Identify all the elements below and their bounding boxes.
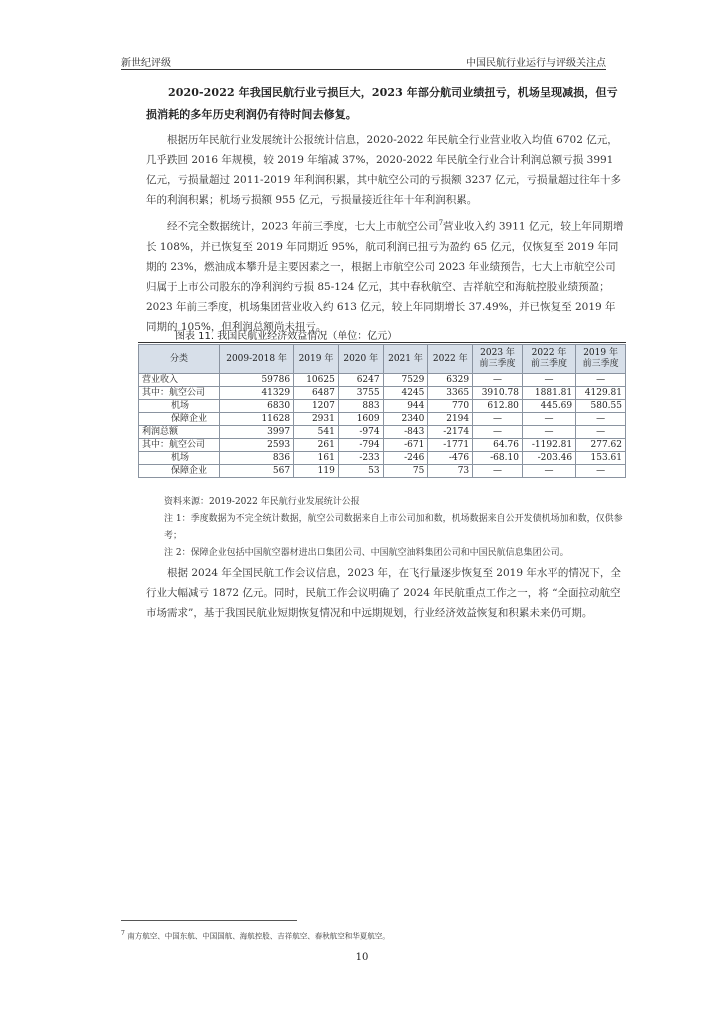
table-cell: -476 — [428, 452, 473, 465]
table-cell: 567 — [220, 465, 294, 478]
table-cell: 161 — [294, 452, 339, 465]
footnote — [121, 930, 390, 942]
table-cell: — — [473, 465, 523, 478]
table-cell: 3755 — [338, 387, 383, 400]
table-cell: 6247 — [338, 374, 383, 387]
table-row — [139, 413, 626, 426]
table-note-1: 注 1：季度数据为不完全统计数据，航空公司数据来自上市公司加和数，机场数据来自公开发债机场加和数，仅供参考； — [164, 514, 623, 541]
table-cell: 73 — [428, 465, 473, 478]
table-cell: -1771 — [428, 439, 473, 452]
table-row — [139, 374, 626, 387]
table-cell: 153.61 — [576, 452, 626, 465]
table-cell: — — [576, 374, 626, 387]
table-cell: 580.55 — [576, 400, 626, 413]
footnote-ref[interactable]: 7 — [438, 219, 444, 227]
table-cell: -233 — [338, 452, 383, 465]
table-cell: 770 — [428, 400, 473, 413]
table-cell: — — [576, 413, 626, 426]
table-row — [139, 426, 626, 439]
table-cell: 3910.78 — [473, 387, 523, 400]
table-cell: -671 — [383, 439, 428, 452]
table-row — [139, 387, 626, 400]
table-cell: -2174 — [428, 426, 473, 439]
paragraph-2024-outlook: 根据 2024 年全国民航工作会议信息，2023 年，在飞行量逐步恢复至 2019 年水平的情况下，全行业大幅减亏 1872 亿元。同时，民航工作会议明确了 2024 年民航重点工作之一，将 “全面拉动航空市场需求”，基于我国民航业短期恢复情况和中远期规划，行业经济效益恢复和积累未来仍可期。 — [146, 567, 621, 619]
table-cell: 7529 — [383, 374, 428, 387]
table-cell: 883 — [338, 400, 383, 413]
table-cell: — — [522, 465, 575, 478]
table-cell: 11628 — [220, 413, 294, 426]
table-header-cell: 2022 年 前三季度 — [522, 345, 575, 374]
table-row-label: 机场 — [139, 400, 220, 413]
table-cell: 445.69 — [522, 400, 575, 413]
table-cell: -68.10 — [473, 452, 523, 465]
table-cell: 2194 — [428, 413, 473, 426]
table-note-2: 注 2：保障企业包括中国航空器材进出口集团公司、中国航空油料集团公司和中国民航信息集团公司。 — [164, 548, 569, 558]
paragraph-listed-airlines-part1: 经不完全数据统计，2023 年前三季度，七大上市航空公司 — [167, 220, 439, 233]
table-cell: — — [473, 374, 523, 387]
table-row-label: 营业收入 — [139, 374, 220, 387]
table-cell: 119 — [294, 465, 339, 478]
table-cell: -843 — [383, 426, 428, 439]
table-header-row — [139, 345, 626, 374]
table-cell: 6329 — [428, 374, 473, 387]
table-cell: 1881.81 — [522, 387, 575, 400]
table-cell: 64.76 — [473, 439, 523, 452]
header-publisher: 新世纪评级 — [121, 58, 171, 69]
table-cell: 75 — [383, 465, 428, 478]
table-cell: — — [576, 465, 626, 478]
table-cell: -1192.81 — [522, 439, 575, 452]
header-report-title: 中国民航行业运行与评级关注点 — [466, 58, 606, 69]
table-cell: — — [473, 426, 523, 439]
table-header-cell: 2019 年 前三季度 — [576, 345, 626, 374]
table-cell: 6830 — [220, 400, 294, 413]
table-cell: -246 — [383, 452, 428, 465]
table-row-label: 保障企业 — [139, 465, 220, 478]
table-cell: 6487 — [294, 387, 339, 400]
table-title: 图表 11. 我国民航业经济效益情况（单位：亿元） — [175, 331, 398, 342]
header-divider — [121, 69, 606, 70]
table-cell: — — [522, 413, 575, 426]
table-row-label: 机场 — [139, 452, 220, 465]
table-cell: 944 — [383, 400, 428, 413]
table-cell: 541 — [294, 426, 339, 439]
page-number: 10 — [355, 952, 369, 963]
economic-benefit-table — [138, 344, 626, 478]
table-cell: 2593 — [220, 439, 294, 452]
table-cell: 277.62 — [576, 439, 626, 452]
paragraph-listed-airlines-part2: 营业收入约 3911 亿元，较上年同期增长 108%，并已恢复至 2019 年同期近 95%，航司利润已扭亏为盈约 65 亿元，仅恢复至 2019 年同期的 23%，燃油成本攀升是主要因素之一，根据上市航空公司 2023 年业绩预告，七大上市航空公司归属于上市公司股东的净利润约亏损 85-124 亿元，其中春秋航空、吉祥航空和海航控股业绩预盈；2023 年前三季度，机场集团营业收入约 613 亿元，较上年同期增长 37.49%，并已恢复至 2019 年同期的 105%，但利润总额尚未扭亏。 — [146, 220, 624, 333]
footnote-mark: 7 — [121, 930, 125, 937]
table-row — [139, 465, 626, 478]
table-row — [139, 439, 626, 452]
table-cell: -794 — [338, 439, 383, 452]
table-cell: 10625 — [294, 374, 339, 387]
paragraph-listed-airlines — [146, 213, 624, 337]
table-header-cell: 2022 年 — [428, 345, 473, 374]
table-cell: 59786 — [220, 374, 294, 387]
table-cell: 3365 — [428, 387, 473, 400]
table-header-cell: 2023 年 前三季度 — [473, 345, 523, 374]
table-header-cell: 2021 年 — [383, 345, 428, 374]
table-cell: — — [522, 374, 575, 387]
footnote-divider — [121, 920, 297, 921]
section-heading-paragraph: 2020-2022 年我国民航行业亏损巨大，2023 年部分航司业绩扭亏，机场呈现减损，但亏损消耗的多年历史利润仍有待时间去修复。 — [146, 86, 618, 121]
table-cell: 4129.81 — [576, 387, 626, 400]
table-cell: 261 — [294, 439, 339, 452]
table-row — [139, 452, 626, 465]
table-cell: 2340 — [383, 413, 428, 426]
table-row-label: 保障企业 — [139, 413, 220, 426]
table-header-cell: 2019 年 — [294, 345, 339, 374]
table-row — [139, 400, 626, 413]
table-cell: 2931 — [294, 413, 339, 426]
table-row-label: 其中：航空公司 — [139, 387, 220, 400]
table-cell: — — [522, 426, 575, 439]
table-row-label: 利润总额 — [139, 426, 220, 439]
table-cell: — — [576, 426, 626, 439]
table-cell: -974 — [338, 426, 383, 439]
table-cell: 612.80 — [473, 400, 523, 413]
table-source: 资料来源：2019-2022 年民航行业发展统计公报 — [164, 497, 360, 507]
table-cell: 1609 — [338, 413, 383, 426]
table-cell: 53 — [338, 465, 383, 478]
table-cell: — — [473, 413, 523, 426]
table-cell: 4245 — [383, 387, 428, 400]
footnote-text: 南方航空、中国东航、中国国航、海航控股、吉祥航空、春秋航空和华夏航空。 — [127, 931, 390, 941]
table-title-divider — [138, 342, 626, 343]
table-header-cell: 分类 — [139, 345, 220, 374]
table-header-cell: 2020 年 — [338, 345, 383, 374]
table-cell: -203.46 — [522, 452, 575, 465]
table-header-cell: 2009-2018 年 — [220, 345, 294, 374]
table-cell: 41329 — [220, 387, 294, 400]
table-cell: 3997 — [220, 426, 294, 439]
table-cell: 1207 — [294, 400, 339, 413]
table-row-label: 其中：航空公司 — [139, 439, 220, 452]
paragraph-industry-losses: 根据历年民航行业发展统计公报统计信息，2020-2022 年民航全行业营业收入均值 6702 亿元，几乎跌回 2016 年规模，较 2019 年缩减 37%，2020-2022 年民航全行业合计利润总额亏损 3991 亿元，亏损量超过 2011-2019 年利润积累，其中航空公司的亏损额 3237 亿元，亏损量超过往年十多年的利润积累；机场亏损额 955 亿元，亏损量接近往年十年利润积累。 — [146, 134, 622, 206]
table-cell: 836 — [220, 452, 294, 465]
